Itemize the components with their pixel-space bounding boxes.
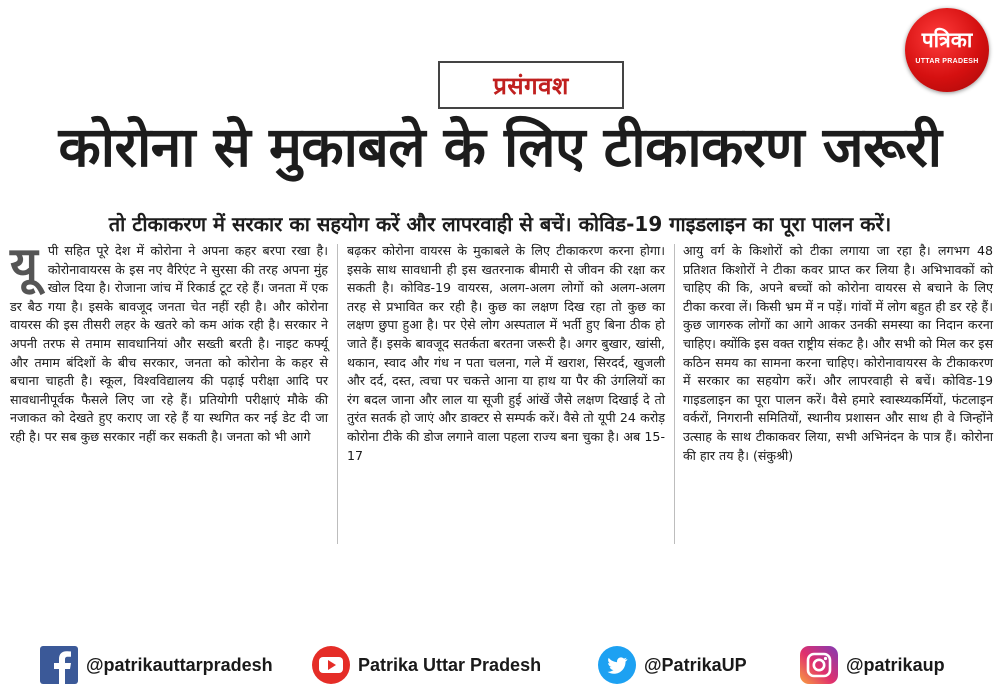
section-badge: प्रसंगवश: [493, 71, 569, 100]
social-instagram[interactable]: [800, 646, 945, 684]
article-column-2: [347, 242, 665, 465]
drop-cap: यू: [10, 237, 38, 293]
youtube-icon: [312, 646, 350, 684]
logo-subtext: UTTAR PRADESH: [915, 58, 979, 65]
article-column-1-text: पी सहित पूरे देश में कोरोना ने अपना कहर बरपा रखा है। कोरोनावायरस के इस नए वैरिएंट ने सुरसा की तरह अपना मुंह खोल दिया है। रोजाना जांच में रिकार्ड टूट रहे हैं। जनता में एक डर बैठ गया है। इसके बावजूद जनता चेत नहीं रही है। और कोरोना वायरस की इस तीसरी लहर के खतरे को कम आंक रही है। सरकार ने अपनी तरफ से तमाम सावधानियां और सख्ती बरती है। नाइट कर्फ्यू और तमाम बंदिशों के बीच सरकार, जनता को कोरोना के कहर से बचाना चाहती है। स्कूल, विश्वविद्यालय की पढ़ाई परीक्षा आदि पर सावधानीपूर्वक फैसले लिए जा रहे हैं। प्रतियोगी परीक्षाएं मौके की नजाकत को देखते हुए कराए जा रहे हैं या स्थगित कर नई डेट दी जा रही है। पर सब कुछ सरकार नहीं कर सकती है। जनता को भी आगे: [10, 243, 328, 444]
logo-text: पत्रिका: [921, 28, 973, 52]
article-column-2-text: बढ़कर कोरोना वायरस के मुकाबले के लिए टीकाकरण करना होगा। इसके साथ सावधानी ही इस खतरनाक बीमारी से जीवन की रक्षा कर सकती है। कोविड-19 वायरस, अलग-अलग लोगों को अलग-अलग तरह से प्रभावित कर रही है। कुछ का लक्षण दिख रहा तो कुछ का लक्षण छुपा हुआ है। पर ऐसे लोग अस्पताल में भर्ती हुए बिना ठीक हो जाते हैं। इसके बावजूद सतर्कता बरतना जरूरी है। अगर बुखार, खांसी, थकान, स्वाद और गंध न पता चलना, गले में खराश, सिरदर्द, खुजली और दर्द, दस्त, त्वचा पर चकत्ते आना या हाथ या पैर की उंगलियों का रंग बदल जाना और लाल या सूजी हुई आंखें जैसे लक्षण दिखाई दे तो तुरंत सतर्क हो जाएं और डाक्टर से सम्पर्क करें। वैसे तो यूपी 24 करोड़ कोरोना टीके की डोज लगाने वाला पहला राज्य बना चुका है। अब 15-17: [347, 243, 665, 463]
article-column-3: [683, 242, 993, 465]
subheadline: तो टीकाकरण में सरकार का सहयोग करें और लापरवाही से बचें। कोविड-19 गाइडलाइन का पूरा पालन करें।: [108, 212, 892, 236]
article-column-1: [10, 237, 328, 447]
social-facebook[interactable]: [40, 646, 273, 684]
article-column-3-text: आयु वर्ग के किशोरों को टीका लगाया जा रहा है। लगभग 48 प्रतिशत किशोरों ने टीका कवर प्राप्त कर लिया है। अभिभावकों को चाहिए की कि, अपने बच्चों को कोरोना वायरस से बचाने के लिए टीका करवा लें। किसी भ्रम में न पड़ें। गांवों में लोग बहुत ही डर रहे हैं। कुछ जागरुक लोगों का आगे आकर उनकी समस्या का निदान करना चाहिए। क्योंकि इस वक्त राष्ट्रीय संकट है। और सभी को मिल कर इस कठिन समय का सामना करना चाहिए। कोरोनावायरस के टीकाकरण में सरकार का सहयोग करें। और लापरवाही से बचें। कोविड-19 गाइडलाइन का पूरा पालन करें। वैसे हमारे स्वास्थ्यकर्मियों, फंटलाइन वर्करों, निगरानी समितियों, स्थानीय प्रशासन और साथ ही वे जिन्होंने उत्साह के साथ टीकाकवर लिया, सभी अभिनंदन के पात्र हैं। कोरोना की हार तय है। (संकुश्री): [683, 243, 993, 463]
headline: कोरोना से मुकाबले के लिए टीकाकरण जरूरी: [58, 115, 942, 179]
social-youtube[interactable]: [312, 646, 541, 684]
instagram-icon: [800, 646, 838, 684]
facebook-handle[interactable]: @patrikauttarpradesh: [86, 654, 273, 675]
social-twitter[interactable]: [598, 646, 747, 684]
twitter-icon: [598, 646, 636, 684]
youtube-channel[interactable]: Patrika Uttar Pradesh: [358, 654, 542, 675]
patrika-logo: [905, 8, 989, 92]
social-footer: [0, 626, 1000, 700]
column-divider: [337, 244, 338, 544]
facebook-icon: [40, 646, 78, 684]
column-divider: [674, 244, 675, 544]
instagram-handle[interactable]: @patrikaup: [846, 654, 945, 675]
section-badge-box: [438, 61, 624, 109]
twitter-handle[interactable]: @PatrikaUP: [644, 654, 747, 675]
